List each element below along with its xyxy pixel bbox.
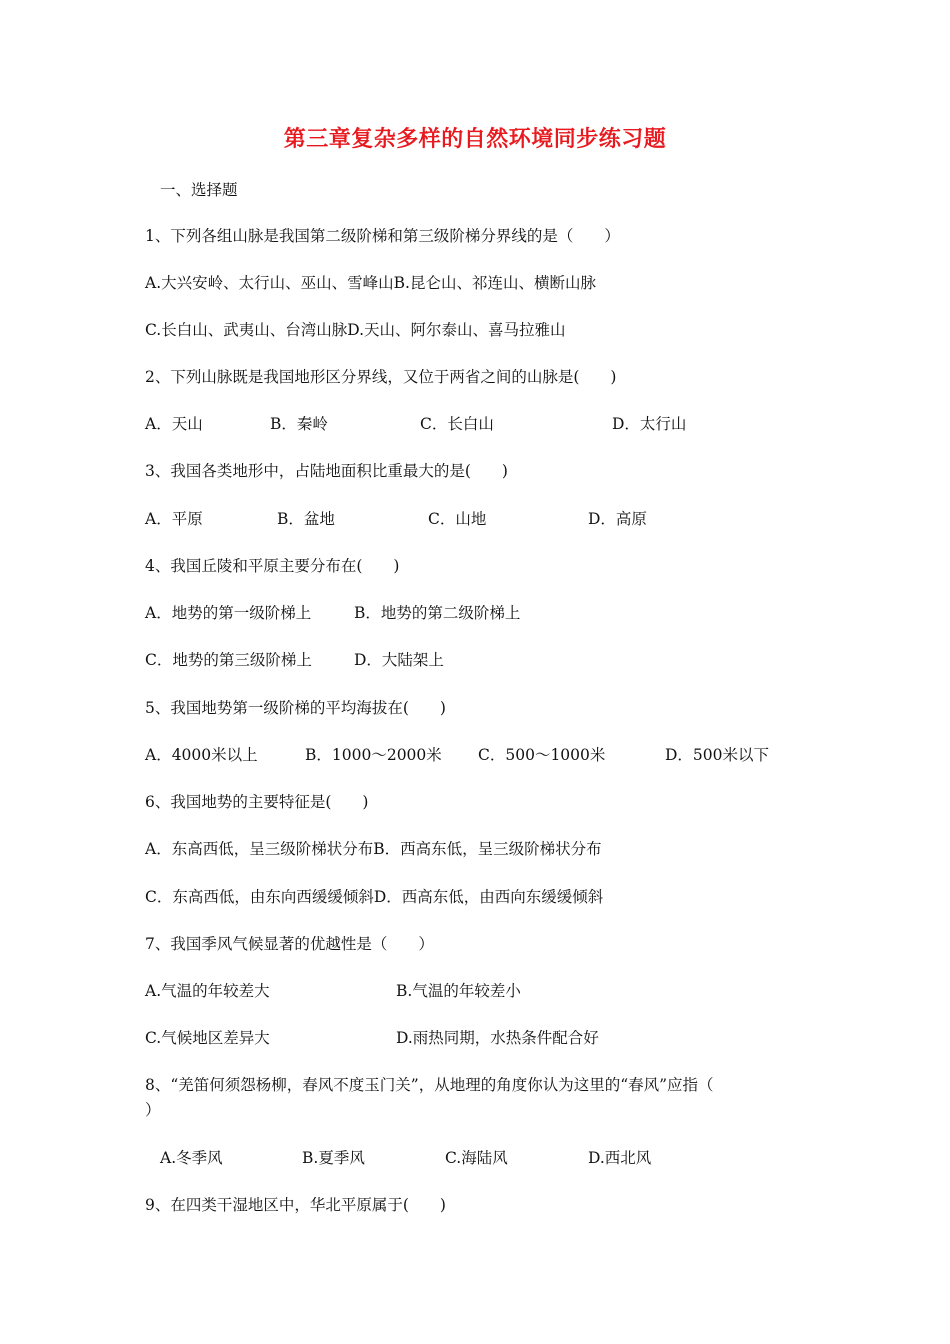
- question-2-option-c: C．长白山: [420, 415, 494, 433]
- question-8-option-b: B.夏季风: [302, 1149, 365, 1167]
- question-4-stem: 4、我国丘陵和平原主要分布在( ): [145, 557, 400, 575]
- question-8-stem-continued: ）: [145, 1101, 161, 1119]
- question-1-options-row-2: C.长白山、武夷山、台湾山脉D.天山、阿尔泰山、喜马拉雅山: [145, 321, 566, 339]
- question-3-stem: 3、我国各类地形中，占陆地面积比重最大的是( ): [145, 462, 508, 480]
- question-5-stem: 5、我国地势第一级阶梯的平均海拔在( ): [145, 699, 446, 717]
- question-3-option-c: C．山地: [428, 510, 487, 528]
- question-6-options-row-1: A．东高西低，呈三级阶梯状分布B．西高东低，呈三级阶梯状分布: [145, 840, 602, 858]
- question-7-option-b: B.气温的年较差小: [396, 982, 521, 1000]
- question-1-options-row-1: A.大兴安岭、太行山、巫山、雪峰山B.昆仑山、祁连山、横断山脉: [145, 274, 596, 292]
- question-1-stem: 1、下列各组山脉是我国第二级阶梯和第三级阶梯分界线的是（ ）: [145, 227, 620, 245]
- question-4-option-a: A．地势的第一级阶梯上: [145, 604, 312, 622]
- question-3-option-a: A．平原: [145, 510, 203, 528]
- question-9-stem: 9、在四类干湿地区中，华北平原属于( ): [145, 1196, 446, 1214]
- question-3-option-b: B．盆地: [277, 510, 335, 528]
- document-title: 第三章复杂多样的自然环境同步练习题: [283, 126, 667, 152]
- question-4-option-b: B．地势的第二级阶梯上: [354, 604, 521, 622]
- question-8-option-d: D.西北风: [588, 1149, 652, 1167]
- question-7-stem: 7、我国季风气候显著的优越性是（ ）: [145, 935, 434, 953]
- question-4-option-c: C．地势的第三级阶梯上: [145, 651, 312, 669]
- question-5-option-a: A．4000米以上: [145, 746, 258, 764]
- question-3-option-d: D．高原: [588, 510, 647, 528]
- question-8-option-c: C.海陆风: [445, 1149, 508, 1167]
- question-5-option-d: D．500米以下: [665, 746, 770, 764]
- question-5-option-c: C．500～1000米: [478, 746, 606, 764]
- question-7-option-a: A.气温的年较差大: [145, 982, 270, 1000]
- question-5-option-b: B．1000～2000米: [305, 746, 442, 764]
- question-7-option-d: D.雨热同期，水热条件配合好: [396, 1029, 599, 1047]
- question-8-option-a: A.冬季风: [160, 1149, 223, 1167]
- question-6-options-row-2: C．东高西低，由东向西缓缓倾斜D．西高东低，由西向东缓缓倾斜: [145, 888, 604, 906]
- question-2-option-a: A．天山: [145, 415, 203, 433]
- question-2-option-b: B．秦岭: [270, 415, 328, 433]
- question-7-option-c: C.气候地区差异大: [145, 1029, 270, 1047]
- question-2-stem: 2、下列山脉既是我国地形区分界线，又位于两省之间的山脉是( ): [145, 368, 617, 386]
- question-4-option-d: D．大陆架上: [354, 651, 444, 669]
- question-6-stem: 6、我国地势的主要特征是( ): [145, 793, 369, 811]
- question-2-option-d: D．太行山: [612, 415, 687, 433]
- question-8-stem: 8、“羌笛何须怨杨柳，春风不度玉门关”，从地理的角度你认为这里的“春风”应指（: [145, 1076, 714, 1094]
- section-heading: 一、选择题: [160, 181, 238, 199]
